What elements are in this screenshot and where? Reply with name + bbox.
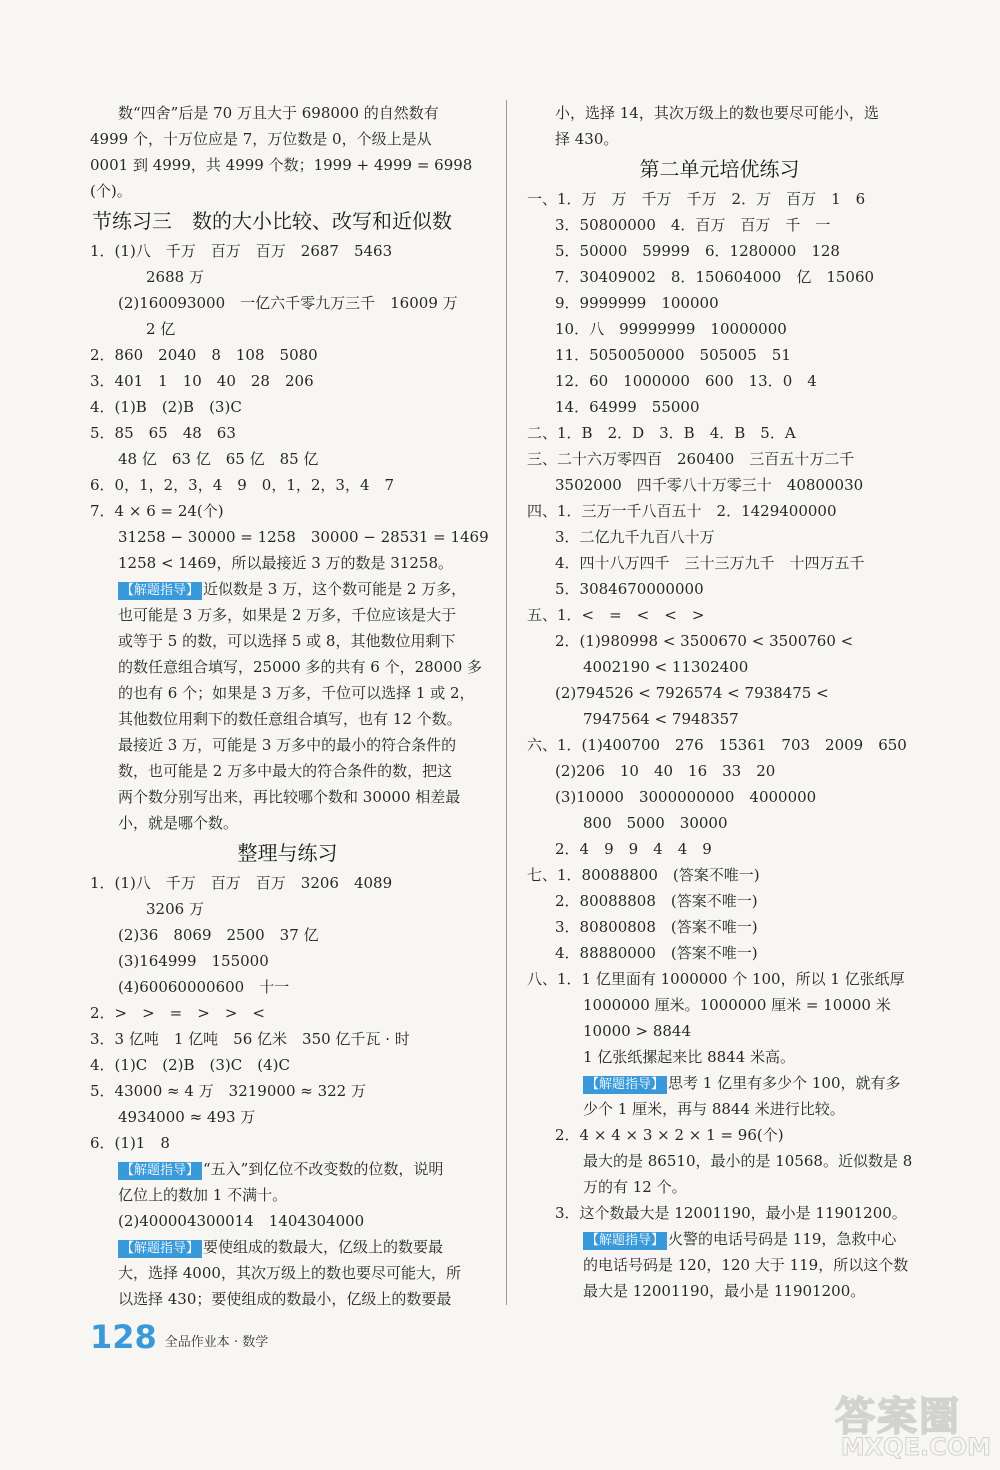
solution-guide xyxy=(90,576,485,602)
answer-line: 2．860 2040 8 108 5080 xyxy=(90,346,318,364)
answer-line: 六、1．(1)400700 276 15361 703 2009 650 xyxy=(527,736,907,754)
solution-guide-text: 或等于 5 的数，可以选择 5 或 8，其他数位用剩下 xyxy=(118,632,456,650)
solution-guide-label: 【解题指导】 xyxy=(118,1162,202,1180)
answer-line: 八、1．1 亿里面有 1000000 个 100，所以 1 亿张纸厚 xyxy=(527,970,905,988)
answer-line: 3．3 亿吨 1 亿吨 56 亿米 350 亿千瓦 · 时 xyxy=(90,1030,410,1048)
answer-line: 1 亿张纸摞起来比 8844 米高。 xyxy=(583,1048,796,1066)
answer-line: 七、1．80088800 (答案不唯一) xyxy=(527,866,760,884)
text-line: 4999 个，十万位应是 7，万位数是 0，个级上是从 xyxy=(90,130,432,148)
answer-line: 3206 万 xyxy=(146,900,204,918)
solution-guide-text: 两个数分别写出来，再比较哪个数和 30000 相差最 xyxy=(118,788,461,806)
answer-line: 5．85 65 48 63 xyxy=(90,424,236,442)
answer-line: 2．4 9 9 4 4 9 xyxy=(555,840,712,858)
answer-line: (3)164999 155000 xyxy=(118,952,269,970)
answer-line: 2．(1)980998 < 3500670 < 3500760 < xyxy=(555,632,854,650)
section-heading: 整理与练习 xyxy=(237,841,338,865)
answer-line: 1000000 厘米。1000000 厘米 = 10000 米 xyxy=(583,996,891,1014)
solution-guide-text: 要使组成的数最大，亿级上的数要最 xyxy=(203,1238,444,1256)
text-line: 0001 到 4999，共 4999 个数；1999 + 4999 = 6998 xyxy=(90,156,473,174)
answer-line: 四、1．三万一千八百五十 2．1429400000 xyxy=(527,502,837,520)
answer-line: 4．(1)B (2)B (3)C xyxy=(90,398,242,416)
answer-line: 三、二十六万零四百 260400 三百五十万二千 xyxy=(527,450,855,468)
answer-line: 14．64999 55000 xyxy=(555,398,700,416)
answer-line: (4)60060000600 十一 xyxy=(118,978,290,996)
book-title: 全品作业本 · 数学 xyxy=(164,1335,269,1350)
solution-guide-text: 的电话号码是 120，120 大于 119，所以这个数 xyxy=(583,1256,909,1274)
answer-line: 10000 > 8844 xyxy=(583,1022,691,1040)
column-divider xyxy=(506,100,507,1305)
watermark xyxy=(820,1385,995,1465)
solution-guide-text: 的也有 6 个；如果是 3 万多，千位可以选择 1 或 2， xyxy=(118,684,475,702)
section-heading: 第二单元培优练习 xyxy=(639,157,800,181)
answer-line: 6．0，1，2，3，4 9 0，1，2，3，4 7 xyxy=(90,476,395,494)
answer-line: 1．(1)八 千万 百万 百万 2687 5463 xyxy=(90,242,393,260)
watermark-logo: 答案圈 xyxy=(835,1394,961,1440)
answer-line: (2)794526 < 7926574 < 7938475 < xyxy=(555,684,829,702)
section-heading: 节练习三 数的大小比较、改写和近似数 xyxy=(92,209,452,233)
solution-guide-text: 大，选择 4000，其次万级上的数也要尽可能大，所 xyxy=(118,1264,461,1282)
text-line: (个)。 xyxy=(90,182,132,200)
solution-guide-text: 最大是 12001190，最小是 11901200。 xyxy=(583,1282,866,1300)
answer-line: 2 亿 xyxy=(146,320,176,338)
answer-line: 3502000 四千零八十万零三十 40800030 xyxy=(555,476,864,494)
solution-guide-text: 小，选择 14，其次万级上的数也要尽可能小，选 xyxy=(555,104,879,122)
solution-guide-label: 【解题指导】 xyxy=(583,1076,667,1094)
answer-line: 6．(1)1 8 xyxy=(90,1134,170,1152)
answer-line: 1258 < 1469，所以最接近 3 万的数是 31258。 xyxy=(118,554,454,572)
answer-line: 7947564 < 7948357 xyxy=(583,710,739,728)
answer-line: 11．5050050000 505005 51 xyxy=(555,346,791,364)
solution-guide xyxy=(527,1070,912,1096)
answer-line: 3．50800000 4．百万 百万 千 一 xyxy=(555,216,831,234)
solution-guide-text: 择 430。 xyxy=(555,130,619,148)
solution-guide-text: 近似数是 3 万，这个数可能是 2 万多， xyxy=(203,580,467,598)
answer-line: 5．43000 ≈ 4 万 3219000 ≈ 322 万 xyxy=(90,1082,366,1100)
answer-line: 31258 − 30000 = 1258 30000 − 28531 = 1469 xyxy=(118,528,489,546)
answer-line: 12．60 1000000 600 13．0 4 xyxy=(555,372,817,390)
answer-line: 3．二亿九千九百八十万 xyxy=(555,528,715,546)
solution-guide-text: 数，也可能是 2 万多中最大的符合条件的数，把这 xyxy=(118,762,453,780)
watermark-url: MXQE.COM xyxy=(840,1433,991,1461)
answer-line: 2．> > = > > < xyxy=(90,1004,265,1022)
answer-line: 一、1．万 万 千万 千万 2．万 百万 1 6 xyxy=(527,190,866,208)
answer-line: 4002190 < 11302400 xyxy=(583,658,749,676)
solution-guide-text: 其他数位用剩下的数任意组合填写，也有 12 个数。 xyxy=(118,710,462,728)
solution-guide-text: 亿位上的数加 1 不满十。 xyxy=(118,1186,288,1204)
answer-line: 10．八 99999999 10000000 xyxy=(555,320,787,338)
answer-line: 7．4 × 6 = 24(个) xyxy=(90,502,224,520)
answer-line: 2．80088808 (答案不唯一) xyxy=(555,892,758,910)
answer-line: 5．50000 59999 6．1280000 128 xyxy=(555,242,840,260)
answer-line: 1．(1)八 千万 百万 百万 3206 4089 xyxy=(90,874,393,892)
answer-line: 48 亿 63 亿 65 亿 85 亿 xyxy=(118,450,319,468)
solution-guide-label: 【解题指导】 xyxy=(118,582,202,600)
answer-line: 4934000 ≈ 493 万 xyxy=(118,1108,256,1126)
solution-guide-label: 【解题指导】 xyxy=(583,1232,667,1250)
solution-guide-text: 也可能是 3 万多，如果是 2 万多，千位应该是大于 xyxy=(118,606,457,624)
answer-line: (2)206 10 40 16 33 20 xyxy=(555,762,776,780)
text-line: 数“四舍”后是 70 万且大于 698000 的自然数有 xyxy=(118,104,439,122)
solution-guide-text: 思考 1 亿里有多少个 100，就有多 xyxy=(668,1074,901,1092)
solution-guide-label: 【解题指导】 xyxy=(118,1240,202,1258)
solution-guide-text: 最接近 3 万，可能是 3 万多中的最小的符合条件的 xyxy=(118,736,457,754)
answer-line: 2688 万 xyxy=(146,268,204,286)
answer-line: 4．(1)C (2)B (3)C (4)C xyxy=(90,1056,290,1074)
left-column xyxy=(90,100,489,1312)
solution-guide-text: 少个 1 厘米，再与 8844 米进行比较。 xyxy=(583,1100,845,1118)
answer-line: (2)36 8069 2500 37 亿 xyxy=(118,926,319,944)
answer-line: 3．80800808 (答案不唯一) xyxy=(555,918,758,936)
answer-line: 二、1．B 2．D 3．B 4．B 5．A xyxy=(527,424,796,442)
right-column xyxy=(527,100,912,1304)
solution-guide-text: 以选择 430；要使组成的数最小，亿级上的数要最 xyxy=(118,1290,452,1308)
answer-line: 2．4 × 4 × 3 × 2 × 1 = 96(个) xyxy=(555,1126,784,1144)
answer-line: 7．30409002 8．150604000 亿 15060 xyxy=(555,268,875,286)
solution-guide-text: 的数任意组合填写，25000 多的共有 6 个，28000 多 xyxy=(118,658,483,676)
answer-line: 最大的是 86510，最小的是 10568。近似数是 8 xyxy=(583,1152,913,1170)
answer-line: (2)160093000 一亿六千零九万三千 16009 万 xyxy=(118,294,458,312)
solution-guide xyxy=(527,1226,912,1252)
answer-line: 五、1．< = < < > xyxy=(527,606,705,624)
answer-line: 万的有 12 个。 xyxy=(583,1178,687,1196)
answer-line: 3．这个数最大是 12001190，最小是 11901200。 xyxy=(555,1204,907,1222)
answer-line: 800 5000 30000 xyxy=(583,814,728,832)
answer-line: 4．88880000 (答案不唯一) xyxy=(555,944,758,962)
solution-guide-text: 小，就是哪个数。 xyxy=(118,814,239,832)
answer-line: 5．3084670000000 xyxy=(555,580,704,598)
answer-line: (2)400004300014 1404304000 xyxy=(118,1212,365,1230)
answer-line: 4．四十八万四千 三十三万九千 十四万五千 xyxy=(555,554,865,572)
answer-line: (3)10000 3000000000 4000000 xyxy=(555,788,817,806)
answer-line: 9．9999999 100000 xyxy=(555,294,719,312)
solution-guide-text: 火警的电话号码是 119，急救中心 xyxy=(668,1230,897,1248)
solution-guide xyxy=(90,1234,485,1260)
solution-guide-text: “五入”到亿位不改变数的位数，说明 xyxy=(203,1160,444,1178)
solution-guide xyxy=(90,1156,485,1182)
page-footer xyxy=(90,1314,268,1354)
answer-line: 3．401 1 10 40 28 206 xyxy=(90,372,314,390)
page-number: 128 xyxy=(90,1318,157,1356)
